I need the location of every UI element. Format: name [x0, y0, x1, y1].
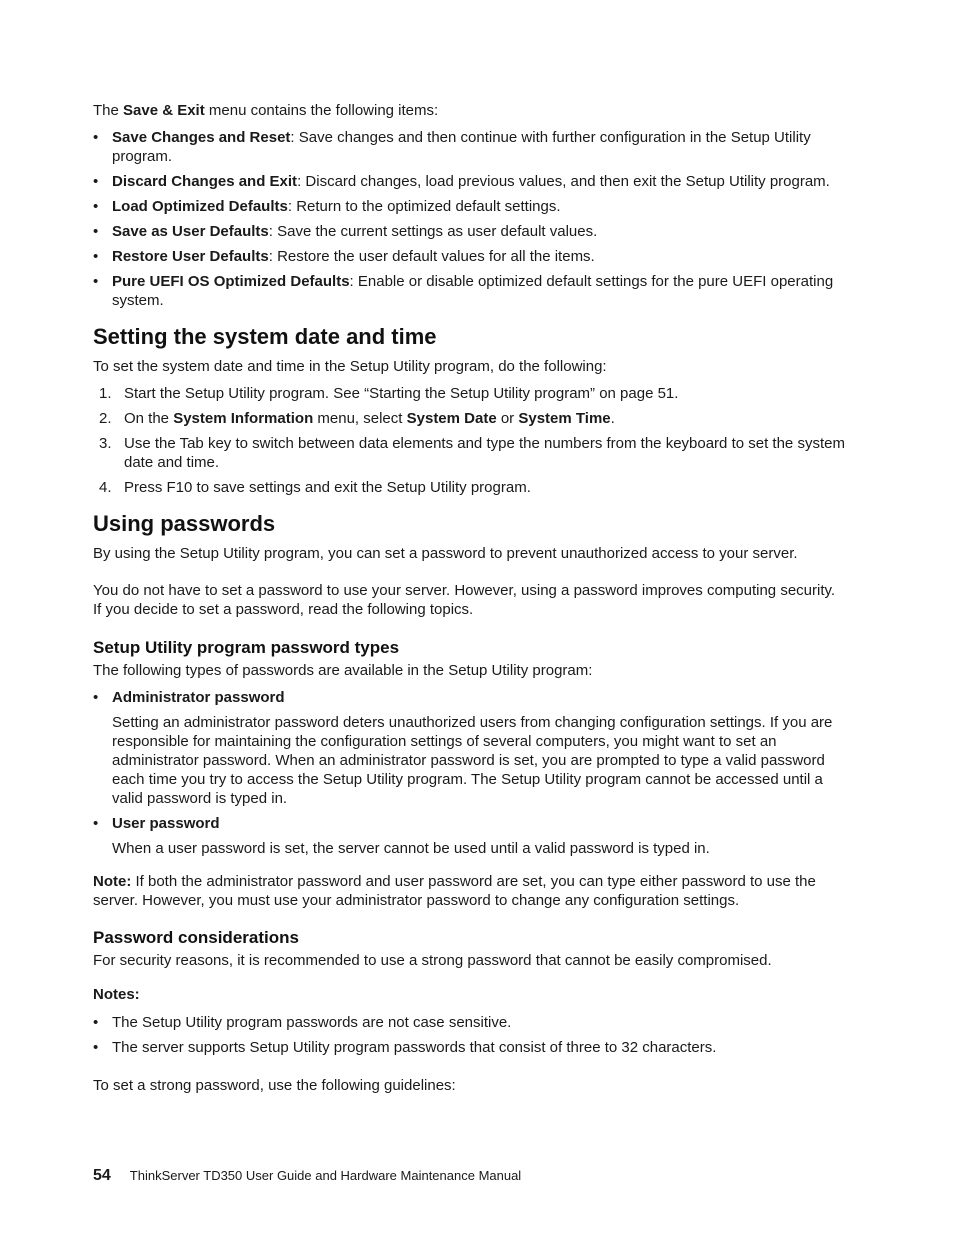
password-types-intro: The following types of passwords are available in the Setup Utility program:	[93, 662, 593, 679]
date-time-steps	[93, 384, 845, 497]
section-heading-passwords: Using passwords	[93, 511, 276, 536]
step-item: 3. Use the Tab key to switch between data elements and type the numbers from the keyboard to set the system date and time.	[99, 435, 845, 471]
admin-password-desc: Setting an administrator password deters unauthorized users from changing configuration settings. If you are responsible for maintaining the configuration settings of several computers, you might want to set an administrator password. When an administrator password is set, you are prompted to type a valid password each time you try to access the Setup Utility program. The Setup Utility program cannot be accessed until a valid password is typed in.	[112, 714, 833, 807]
passwords-paragraph: You do not have to set a password to use your server. However, using a password improves computing security. If you decide to set a password, read the following topics.	[93, 582, 836, 618]
page-footer	[93, 1166, 521, 1185]
closing-paragraph: To set a strong password, use the following guidelines:	[93, 1077, 456, 1094]
step-item: 1. Start the Setup Utility program. See “Starting the Setup Utility program” on page 51.	[99, 385, 679, 402]
list-item: • The server supports Setup Utility program passwords that consist of three to 32 characters.	[93, 1038, 845, 1057]
save-exit-list	[93, 128, 845, 310]
subsection-heading-considerations: Password considerations	[93, 928, 299, 947]
list-item: • Pure UEFI OS Optimized Defaults: Enable or disable optimized default settings for the pure UEFI operating system.	[93, 272, 845, 310]
document-body	[93, 101, 845, 1095]
date-time-intro: To set the system date and time in the Setup Utility program, do the following:	[93, 358, 607, 375]
list-item	[93, 688, 845, 808]
step-item: 4. Press F10 to save settings and exit the Setup Utility program.	[99, 479, 531, 496]
notes-label: Notes:	[93, 986, 140, 1003]
notes-list	[93, 1013, 845, 1057]
user-password-title: User password	[112, 815, 220, 832]
note-paragraph: Note: If both the administrator password and user password are set, you can type either password to use the server. However, you must use your administrator password to change any configuration settings.	[93, 873, 816, 909]
list-item: • The Setup Utility program passwords are not case sensitive.	[93, 1013, 845, 1032]
passwords-paragraph: By using the Setup Utility program, you can set a password to prevent unauthorized access to your server.	[93, 545, 798, 562]
password-types-list	[93, 688, 845, 858]
subsection-heading-password-types: Setup Utility program password types	[93, 638, 400, 657]
section-heading-date-time: Setting the system date and time	[93, 324, 437, 349]
list-item: • Load Optimized Defaults: Return to the optimized default settings.	[93, 197, 845, 216]
footer-title: ThinkServer TD350 User Guide and Hardware Maintenance Manual	[129, 1168, 522, 1183]
step-item: 2. On the System Information menu, select System Date or System Time.	[99, 410, 615, 427]
list-item: • Save as User Defaults: Save the current settings as user default values.	[93, 222, 845, 241]
list-item: • Save Changes and Reset: Save changes and then continue with further configuration in the Setup Utility program.	[93, 128, 845, 166]
save-exit-intro: The Save & Exit menu contains the following items:	[93, 102, 439, 119]
page-number: 54	[93, 1167, 111, 1184]
considerations-intro: For security reasons, it is recommended to use a strong password that cannot be easily compromised.	[93, 952, 772, 969]
list-item: • Discard Changes and Exit: Discard changes, load previous values, and then exit the Setup Utility program.	[93, 172, 845, 191]
list-item: • Restore User Defaults: Restore the user default values for all the items.	[93, 247, 845, 266]
user-password-desc: When a user password is set, the server cannot be used until a valid password is typed in.	[112, 840, 710, 857]
admin-password-title: Administrator password	[112, 689, 285, 706]
list-item	[93, 814, 845, 858]
